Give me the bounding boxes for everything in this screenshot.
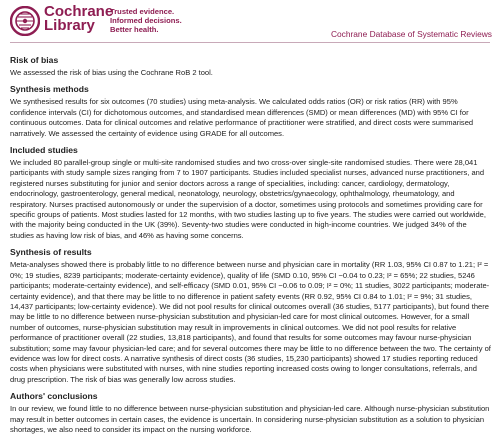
section-heading: Risk of bias bbox=[10, 55, 59, 65]
tagline-line: Better health. bbox=[110, 25, 159, 34]
section-body: We synthesised results for six outcomes (70 studies) using meta-analysis. We calculated odds ratios (OR) or risk ratios (RR) with 95% confidence intervals (CI) for dichotomous outcomes, and standardised mean differences (SMD) or mean differences (MD) with 95% CI for continuous outcomes. Data for clinical outcomes and relative performance of practitioner were stratified, and direct costs were summarised narratively. We assessed the certainty of evidence using GRADE for all outcomes. bbox=[10, 97, 474, 138]
cochrane-logo-icon[interactable] bbox=[10, 6, 40, 36]
brand-line-1: Cochrane bbox=[44, 3, 114, 20]
section-included-studies bbox=[10, 145, 491, 241]
section-heading: Synthesis methods bbox=[10, 84, 89, 95]
section-authors-conclusions bbox=[10, 391, 491, 435]
brand-line-2: Library bbox=[44, 17, 95, 34]
section-synthesis-methods bbox=[10, 84, 491, 139]
section-body: In our review, we found little to no difference between nurse-physician substitution and physician-led care. Although nurse-physician substitution may result in better outcomes in certain cases, the evidence is uncertain. In considering nurse-physician substitution as a solution to physician shortages, we also need to consider its impact on the nursing workforce. bbox=[10, 404, 490, 434]
section-risk-of-bias bbox=[10, 55, 491, 78]
page-header bbox=[0, 0, 500, 42]
tagline bbox=[110, 7, 182, 34]
database-link[interactable]: Cochrane Database of Systematic Reviews bbox=[330, 29, 492, 39]
section-body: We assessed the risk of bias using the Cochrane RoB 2 tool. bbox=[10, 68, 213, 77]
header-divider bbox=[10, 42, 490, 43]
tagline-line: Informed decisions. bbox=[110, 16, 182, 25]
brand-wordmark[interactable] bbox=[44, 5, 113, 33]
section-heading: Authors' conclusions bbox=[10, 391, 98, 402]
section-heading: Synthesis of results bbox=[10, 247, 92, 258]
section-body: We included 80 parallel-group single or multi-site randomised studies and two cross-over single-site randomised studies. There were 28,041 participants with study sample sizes ranging from 7 to 1907 participants. Studies included specialist nurses, advanced nurse practitioners, and registered nurses substituting for junior and senior doctors across a range of specialities, including: cancer, cardiology, dermatology, endocrinology, gastroenterology, general medical, neonatology, neurology, obstetrics/gynaecology, ophthalmology, rheumatology, and respiratory. Nurses practised autonomously or under the supervision of a doctor, sometimes using protocols and sometimes providing care for specific groups of patients. Most studies lasted for 12 months, with two studies lasting up to five years. The studies were carried out worldwide, with the majority being conducted in the UK (39%). Seventy-two studies were conducted in high-income countries. We judged 34% of the studies as having low risk of bias, and 46% as having some concerns. bbox=[10, 158, 486, 240]
section-heading: Included studies bbox=[10, 145, 78, 156]
section-body: Meta-analyses showed there is probably little to no difference between nurse and physician care in mortality (RR 1.03, 95% CI 0.87 to 1.21; I² = 0%; 19 studies, 8239 participants; moderate-certainty evidence), quality of life (SMD 0.10, 95% CI −0.04 to 0.23; I² = 65%; 22 studies, 5246 participants; moderate-certainty evidence), and self-efficacy (SMD 0.01, 95% CI −0.06 to 0.09; I² = 0%; 11 studies, 3022 participants; moderate-certainty evidence), and that there may be little to no difference in patient safety events (RR 0.92, 95% CI 0.84 to 1.01; I² = 9%; 31 studies, 14,437 participants; low-certainty evidence). We did not pool results for clinical outcomes overall (36 studies, 5177 participants), but found there may be little to no difference between nurse-physician substitution and physician-led care for most clinical outcomes. However, for a small number of outcomes, nurse-physician substitution may result in improvements in clinical outcomes. We did not pool results for relative performance of practitioner overall (22 studies, 13,818 participants), and found that results for some outcomes may favour nurse-physician substitution; some may favour physician-led care; and for several outcomes there may be little to no difference between the two. The certainty of evidence was low for direct costs. A narrative synthesis of direct costs (36 studies, 15,230 participants) showed 17 studies reporting reduced costs when physicians were substituted with nurses, with nine studies reporting increased costs owing to longer consultations, referrals, and drug prescription. The risk of bias was generally low across studies. bbox=[10, 260, 491, 384]
tagline-line: Trusted evidence. bbox=[110, 7, 175, 16]
section-synthesis-of-results bbox=[10, 247, 491, 385]
abstract-content bbox=[10, 55, 491, 441]
